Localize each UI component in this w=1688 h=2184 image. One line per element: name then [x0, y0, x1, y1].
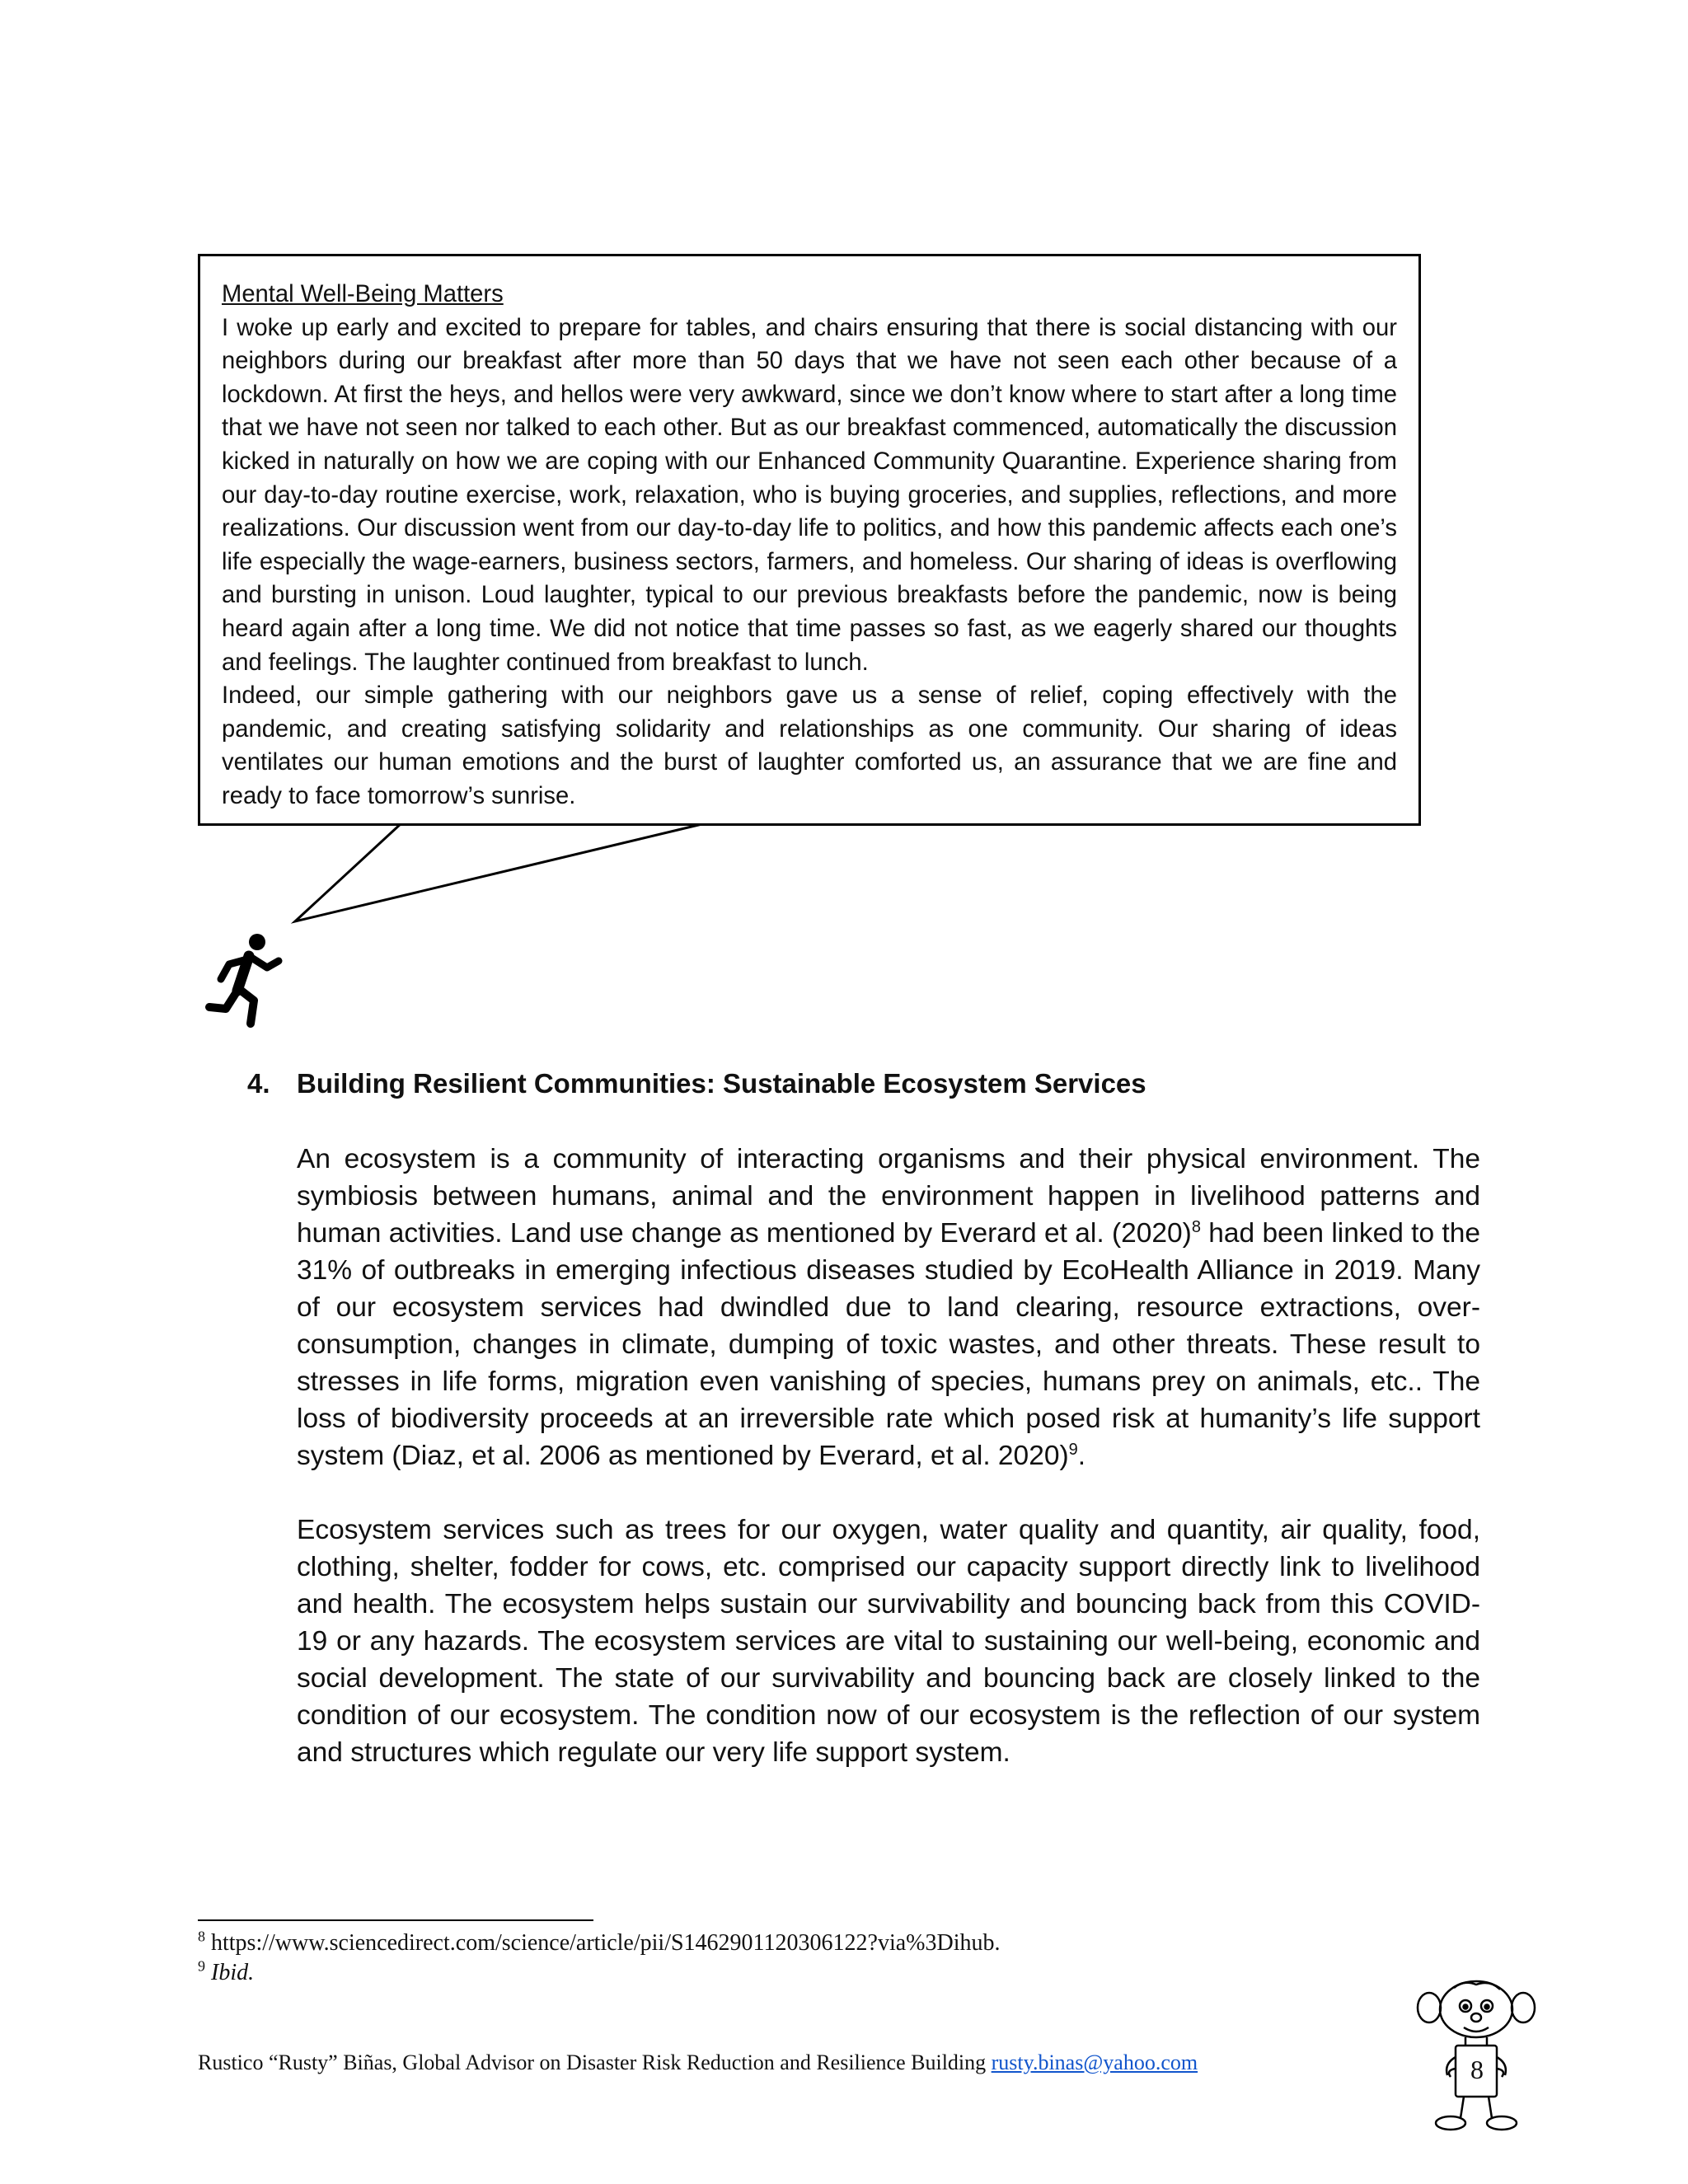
footnote-mark: 8 [198, 1928, 205, 1945]
footnote-ref: 8 [1191, 1217, 1201, 1236]
paragraph-text: . [1077, 1441, 1086, 1471]
page-footer [198, 2050, 1517, 2075]
callout-title: Mental Well-Being Matters [222, 281, 504, 307]
footer-author: Rustico “Rusty” Biñas, Global Advisor on Disaster Risk Reduction and Resilience Building [198, 2050, 992, 2074]
section-heading-block [247, 1068, 1484, 1099]
paragraph-text: An ecosystem is a community of interacting organisms and their physical environment. The symbiosis between humans, animal and the environment happen in livelihood patterns and human activities. Land use change as mentioned by Everard et al. (2020) [297, 1144, 1480, 1249]
footnote [198, 1958, 1434, 1988]
callout-paragraph: Indeed, our simple gathering with our neighbors gave us a sense of relief, coping effectively with the pandemic, and creating satisfying solidarity and relationships as one community. Our sharing of ideas ventilates our human emotions and the burst of laughter comforted us, an assurance that we are fine and ready to face tomorrow’s sunrise. [222, 682, 1397, 809]
footnote [198, 1929, 1434, 1958]
footnote-text: Ibid. [205, 1960, 255, 1985]
body-paragraph-2: Ecosystem services such as trees for our oxygen, water quality and quantity, air quality, food, clothing, shelter, fodder for cows, etc. comprised our capacity support directly link to livelihood and health. The ecosystem helps sustain our survivability and bouncing back from this COVID-19 or any hazards. The ecosystem services are vital to sustaining our well-being, economic and social development. The state of our survivability and bouncing back are closely linked to the condition of our ecosystem. The condition now of our ecosystem is the reflection of our system and structures which regulate our very life support system. [297, 1515, 1480, 1768]
body-paragraph-1 [297, 1141, 1480, 1474]
footnote-url: https://www.sciencedirect.com/science/article/pii/S1462901120306122?via%3Dihub. [205, 1930, 1001, 1956]
callout-box [198, 254, 1421, 826]
footnote-ref: 9 [1068, 1440, 1078, 1459]
footnote-mark: 9 [198, 1957, 205, 1975]
paragraph-text: had been linked to the 31% of outbreaks in emerging infectious diseases studied by EcoHealth Alliance in 2019. Many of our ecosystem services had dwindled due to land clearing, resource extractions, over-consumption, changes in climate, dumping of toxic wastes, and other threats. These result to stresses in life forms, migration even vanishing of species, humans prey on animals, etc.. The loss of biodiversity proceeds at an irreversible rate which posed risk at humanity’s life support system (Diaz, et al. 2006 as mentioned by Everard, et al. 2020) [297, 1218, 1480, 1471]
footnotes [198, 1929, 1434, 1988]
page-number: 8 [1470, 2055, 1484, 2084]
running-person-icon [203, 931, 293, 1030]
section-title: Building Resilient Communities: Sustainable Ecosystem Services [297, 1068, 1146, 1099]
email-link[interactable]: rusty.binas@yahoo.com [991, 2050, 1198, 2074]
footnote-divider [198, 1919, 593, 1921]
callout-paragraph: I woke up early and excited to prepare for tables, and chairs ensuring that there is social distancing with our neighbors during our breakfast after more than 50 days that we have not seen each other because of a lockdown. At first the heys, and hellos were very awkward, since we don’t know where to start after a long time that we have not seen nor talked to each other. But as our breakfast commenced, automatically the discussion kicked in naturally on how we are coping with our Enhanced Community Quarantine. Experience sharing from our day-to-day routine exercise, work, relaxation, who is buying groceries, and supplies, reflections, and more realizations. Our discussion went from our day-to-day life to politics, and how this pandemic affects each one’s life especially the wage-earners, business sectors, farmers, and homeless. Our sharing of ideas is overflowing and bursting in unison. Loud laughter, typical to our previous breakfasts before the pandemic, now is being heard again after a long time. We did not notice that time passes so fast, as we eagerly shared our thoughts and feelings. The laughter continued from breakfast to lunch. [222, 314, 1397, 676]
section-number: 4. [247, 1068, 270, 1099]
section-heading [247, 1068, 1484, 1099]
callout-body [222, 312, 1397, 813]
